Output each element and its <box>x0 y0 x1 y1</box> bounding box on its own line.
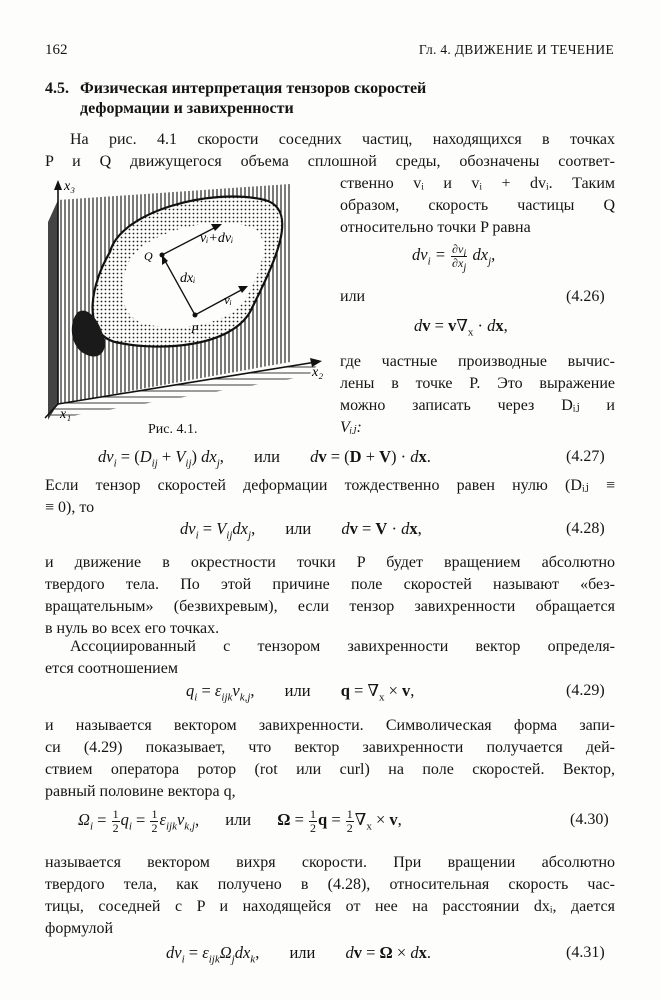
paragraph-line: ется соотношением <box>45 660 178 677</box>
paragraph-line: Если тензор скоростей деформации тождественно равен нулю (Dᵢⱼ ≡ <box>45 477 615 494</box>
page-number: 162 <box>45 42 68 58</box>
x3-axis-arrow <box>54 180 62 190</box>
partial-fraction: $\frac{\partial v_i}{\partial x_j}$ <box>452 242 467 274</box>
left-wall-shade <box>48 200 58 420</box>
eq-number-4-28: (4.28) <box>566 520 605 537</box>
paragraph-line: можно записать через Dᵢⱼ и <box>340 397 615 414</box>
figure-4-1-drawing <box>40 172 340 424</box>
paragraph-line: си (4.29) показывает, что вектор завихренности получается дей- <box>45 739 615 756</box>
section-number: 4.5. <box>45 80 69 97</box>
paragraph-line: и движение в окрестности точки P будет вращением абсолютно <box>45 554 615 571</box>
figure-caption: Рис. 4.1. <box>148 422 198 437</box>
eq-number-4-31: (4.31) <box>566 944 605 961</box>
paragraph-line: вращательным» (безвихревым), если тензор завихренности обращается <box>45 598 615 615</box>
paragraph-line: где частные производные вычис- <box>340 353 615 370</box>
word-ili: или <box>340 288 366 305</box>
paragraph-line: относительно точки P равна <box>340 219 531 236</box>
section-title-line1: Физическая интерпретация тензоров скоростей <box>80 80 427 97</box>
paragraph-line: Vᵢⱼ: <box>340 419 362 436</box>
vi-dvi-label: vᵢ+dvᵢ <box>200 231 234 246</box>
paragraph-line: образом, скорость частицы Q <box>340 197 615 214</box>
paragraph-line: тицы, соседней с P и находящейся от нее на расстоянии dxᵢ, дается <box>45 898 615 915</box>
x2-label: x₂ <box>312 365 324 380</box>
paragraph-line: ствием оператора ротор (rot или curl) на поле скоростей. Вектор, <box>45 761 615 778</box>
paragraph-line: лены в точке P. Это выражение <box>340 375 615 392</box>
x3-label: x₃ <box>64 179 76 194</box>
paragraph-line: равный половине вектора q, <box>45 783 236 800</box>
paragraph-line: называется вектором вихря скорости. При вращении абсолютно <box>45 854 615 871</box>
equation-4-27: $dv_i = (D_{ij} + V_{ij})$ $dx_j$, или dv = (D + V) · dx. <box>98 447 431 470</box>
eq-number-4-26: (4.26) <box>566 288 605 305</box>
paragraph-line: твердого тела. По этой причине поле скоростей называют «без- <box>45 576 615 593</box>
paragraph-line: в нуль во всех его точках. <box>45 620 220 637</box>
p-label: P <box>191 322 199 336</box>
paragraph-line: P и Q движущегося объема сплошной среды, обозначены соответ- <box>45 153 615 170</box>
equation-4-26a: $dv_i$ = $\frac{\partial v_i}{\partial x_j}$ $dx_j$, <box>412 242 496 274</box>
paragraph-line: и называется вектором завихренности. Символическая форма запи- <box>45 717 615 734</box>
running-title: Гл. 4. ДВИЖЕНИЕ И ТЕЧЕНИЕ <box>418 42 614 57</box>
paragraph-line: ≡ 0), то <box>45 499 95 516</box>
q-label: Q <box>144 249 153 263</box>
figure-4-1 <box>40 172 340 424</box>
x1-label: x₁ <box>60 407 72 422</box>
eq-number-4-29: (4.29) <box>566 682 605 699</box>
eq-4-26a-lhs: $dv_i$ = <box>412 245 446 268</box>
paragraph-line: твердого тела, как получено в (4.28), относительная скорость час- <box>45 876 615 893</box>
eq-number-4-27: (4.27) <box>566 448 605 465</box>
equation-4-30: $\Omega_i$ = $\frac{1}{2}$ $q_i$ = $\frac{1}{2}$ $\varepsilon_{ijk}v_{k,j}$, или Ω = $\frac{1}{2}$ q = $\frac{1}{2}$ $\nabla_x \times v$, <box>78 807 402 835</box>
equation-4-31: $dv_i = \varepsilon_{ijk}\Omega_jdx_k$, или dv = Ω × dx. <box>166 943 431 966</box>
equation-4-28: $dv_i = V_{ij}dx_j$, или dv = V · dx, <box>180 519 422 542</box>
paragraph-line: формулой <box>45 920 114 937</box>
paragraph-line: ственно vᵢ и vᵢ + dvᵢ. Таким <box>340 175 615 192</box>
paragraph-line: Ассоциированный с тензором завихренности вектор определя- <box>70 638 615 655</box>
paragraph-line: На рис. 4.1 скорости соседних частиц, находящихся в точках <box>70 131 615 148</box>
dxi-label: dxᵢ <box>180 271 196 286</box>
equation-4-26b: dv = $v\nabla_x$ · dx, <box>414 316 508 339</box>
section-title-line2: деформации и завихренности <box>80 100 294 117</box>
eq-number-4-30: (4.30) <box>570 811 609 828</box>
vi-label: vᵢ <box>224 292 232 307</box>
equation-4-29: $q_i = \varepsilon_{ijk}v_{k,j}$, или $q = \nabla_x \times v$, <box>186 681 415 704</box>
